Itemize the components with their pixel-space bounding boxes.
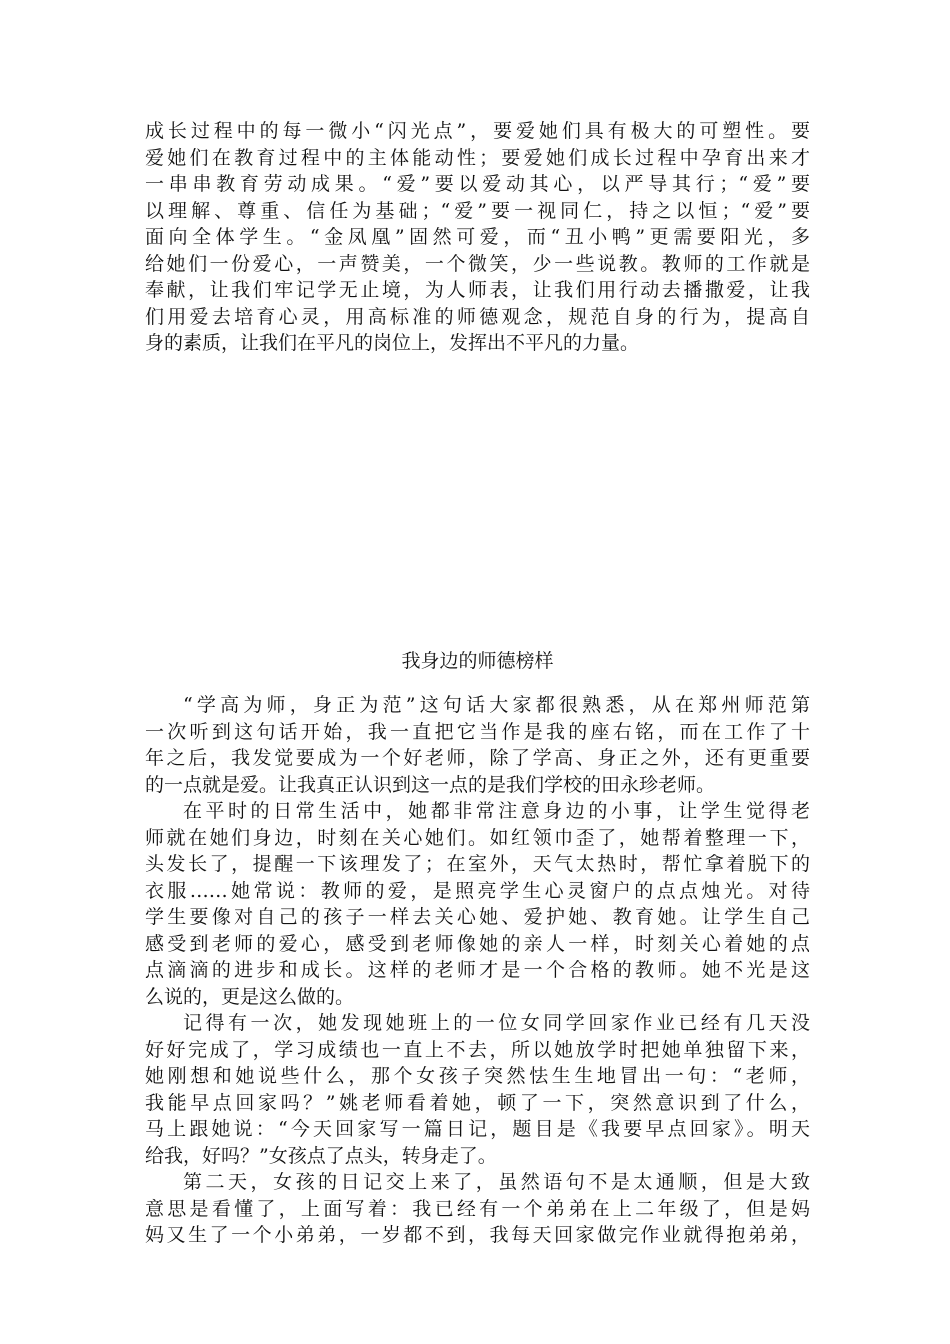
paragraph-first-line: 记得有一次，她发现她班上的一位女同学回家作业已经有几天没 bbox=[183, 1012, 810, 1034]
page2-line: 么说的，更是这么做的。 bbox=[145, 985, 355, 1008]
page1-line: 面向全体学生。“金凤凰”固然可爱，而“丑小鸭”更需要阳光，多 bbox=[145, 226, 810, 248]
page1-line: 以理解、尊重、信任为基础；“爱”要一视同仁，持之以恒；“爱”要 bbox=[145, 199, 810, 222]
page2-line: 马上跟她说：“今天回家写一篇日记，题目是《我要早点回家》。明天 bbox=[145, 1118, 810, 1140]
page2-line: 的一点就是爱。让我真正认识到这一点的是我们学校的田永珍老师。 bbox=[145, 773, 716, 796]
page1-line: 一串串教育劳动成果。“爱”要以爱动其心，以严导其行；“爱”要 bbox=[145, 173, 810, 195]
page2-line: 点滴滴的进步和成长。这样的老师才是一个合格的教师。她不光是这 bbox=[145, 959, 810, 981]
page2-line: 年之后，我发觉要成为一个好老师，除了学高、身正之外，还有更重要 bbox=[145, 747, 810, 769]
page2-line: 师就在她们身边，时刻在关心她们。如红领巾歪了，她帮着整理一下， bbox=[145, 826, 810, 849]
page1-line: 爱她们在教育过程中的主体能动性；要爱她们成长过程中孕育出来才 bbox=[145, 146, 810, 169]
paragraph-first-line: “学高为师，身正为范”这句话大家都很熟悉，从在郑州师范第 bbox=[183, 694, 810, 716]
paragraph-first-line: 第二天，女孩的日记交上来了，虽然语句不是太通顺，但是大致 bbox=[183, 1171, 810, 1193]
page1-line: 给她们一份爱心，一声赞美，一个微笑，少一些说教。教师的工作就是 bbox=[145, 252, 810, 275]
page2-line: 给我，好吗？”女孩点了点头，转身走了。 bbox=[145, 1144, 497, 1167]
page2-line: 头发长了，提醒一下该理发了；在室外，天气太热时，帮忙拿着脱下的 bbox=[145, 853, 810, 875]
page2-line: 好好完成了，学习成绩也一直上不去，所以她放学时把她单独留下来， bbox=[145, 1038, 810, 1061]
page2-line: 学生要像对自己的孩子一样去关心她、爱护她、教育她。让学生自己 bbox=[145, 906, 810, 928]
page2-body bbox=[145, 692, 810, 1249]
page1-line: 们用爱去培育心灵，用高标准的师德观念，规范自身的行为，提高自 bbox=[145, 305, 810, 328]
article-title: 我身边的师德榜样 bbox=[401, 650, 554, 672]
page1-line: 身的素质，让我们在平凡的岗位上，发挥出不平凡的力量。 bbox=[145, 332, 640, 354]
page1-body bbox=[145, 118, 810, 357]
page2-line: 她刚想和她说些什么，那个女孩子突然怯生生地冒出一句：“老师， bbox=[145, 1065, 810, 1087]
page2-line: 一次听到这句话开始，我一直把它当作是我的座右铭，而在工作了十 bbox=[145, 720, 810, 743]
page1-line: 奉献，让我们牢记学无止境，为人师表，让我们用行动去播撒爱，让我 bbox=[145, 279, 810, 301]
page2-line: 我能早点回家吗？”姚老师看着她，顿了一下，突然意识到了什么， bbox=[145, 1091, 810, 1114]
page2-line: 意思是看懂了，上面写着：我已经有一个弟弟在上二年级了，但是妈 bbox=[145, 1197, 810, 1220]
page2-line: 感受到老师的爱心，感受到老师像她的亲人一样，时刻关心着她的点 bbox=[145, 932, 810, 955]
page1-line: 成长过程中的每一微小“闪光点”，要爱她们具有极大的可塑性。要 bbox=[145, 120, 810, 142]
paragraph-first-line: 在平时的日常生活中，她都非常注意身边的小事，让学生觉得老 bbox=[183, 800, 810, 822]
page2-line: 衣服……她常说：教师的爱，是照亮学生心灵窗户的点点烛光。对待 bbox=[145, 879, 810, 902]
page2-line: 妈又生了一个小弟弟，一岁都不到，我每天回家做完作业就得抱弟弟， bbox=[145, 1224, 810, 1246]
